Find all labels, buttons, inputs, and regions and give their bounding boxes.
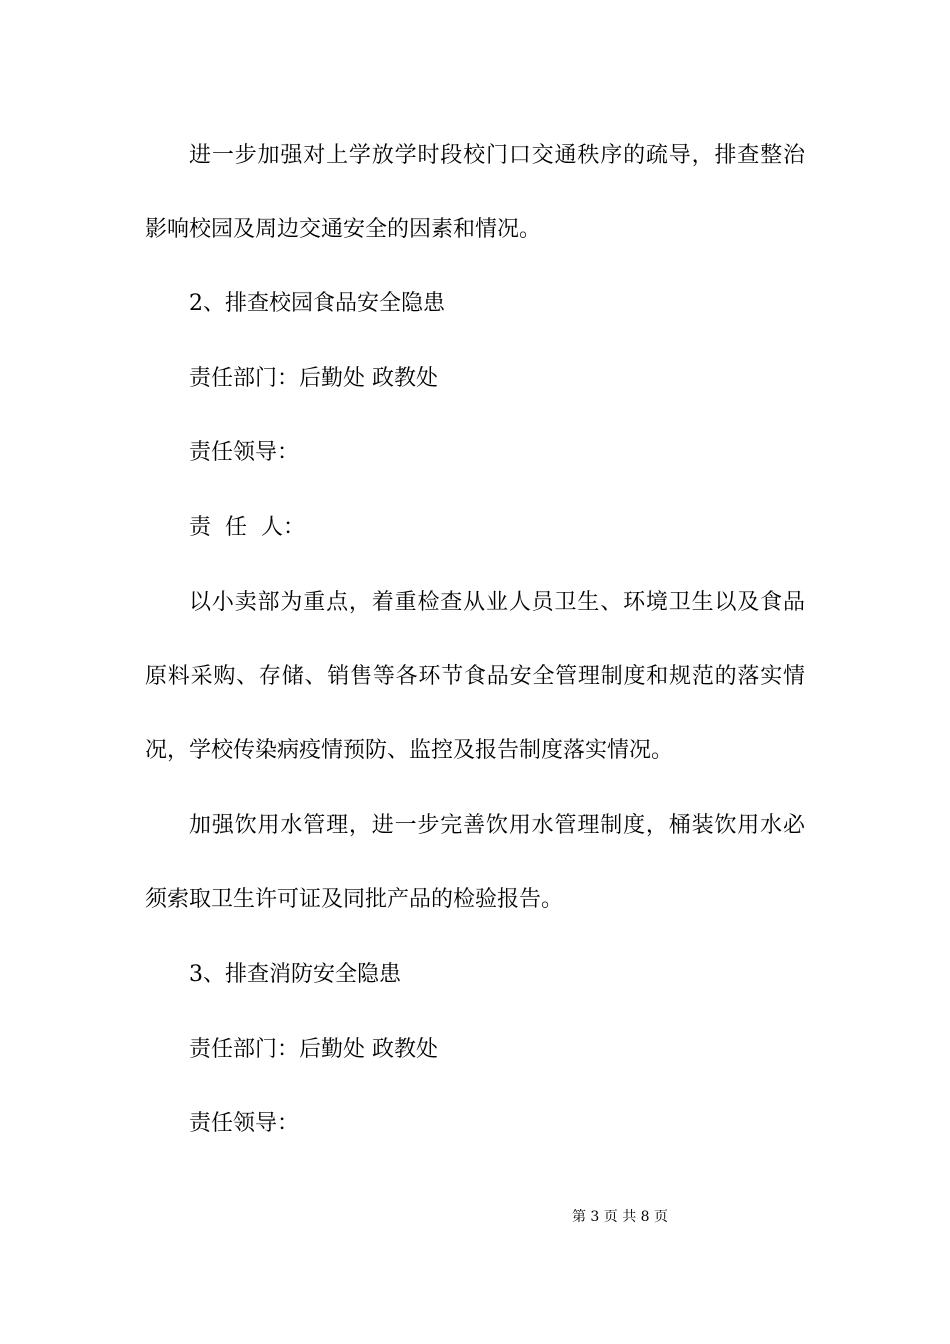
section-heading-food-safety: 2、排查校园食品安全隐患 [189, 291, 445, 316]
responsible-department: 责任部门：后勤处 政教处 [189, 366, 438, 391]
paragraph-line-7: 须索取卫生许可证及同批产品的检验报告。 [145, 887, 564, 912]
paragraph-line-1: 进一步加强对上学放学时段校门口交通秩序的疏导，排查整治 [189, 143, 805, 168]
paragraph-line-4: 原料采购、存储、销售等各环节食品安全管理制度和规范的落实情 [145, 664, 805, 689]
paragraph-line-5: 况，学校传染病疫情预防、监控及报告制度落实情况。 [145, 738, 674, 763]
responsible-person: 责 任 人： [189, 515, 305, 540]
page-number-footer: 第 3 页 共 8 页 [571, 1209, 669, 1225]
responsible-leader: 责任领导： [189, 440, 300, 465]
section-heading-fire-safety: 3、排查消防安全隐患 [189, 962, 401, 987]
paragraph-line-2: 影响校园及周边交通安全的因素和情况。 [145, 217, 542, 242]
paragraph-line-6: 加强饮用水管理，进一步完善饮用水管理制度，桶装饮用水必 [189, 813, 805, 838]
paragraph-line-3: 以小卖部为重点，着重检查从业人员卫生、环境卫生以及食品 [189, 590, 805, 615]
responsible-department-2: 责任部门：后勤处 政教处 [189, 1037, 438, 1062]
responsible-leader-2: 责任领导： [189, 1111, 300, 1136]
